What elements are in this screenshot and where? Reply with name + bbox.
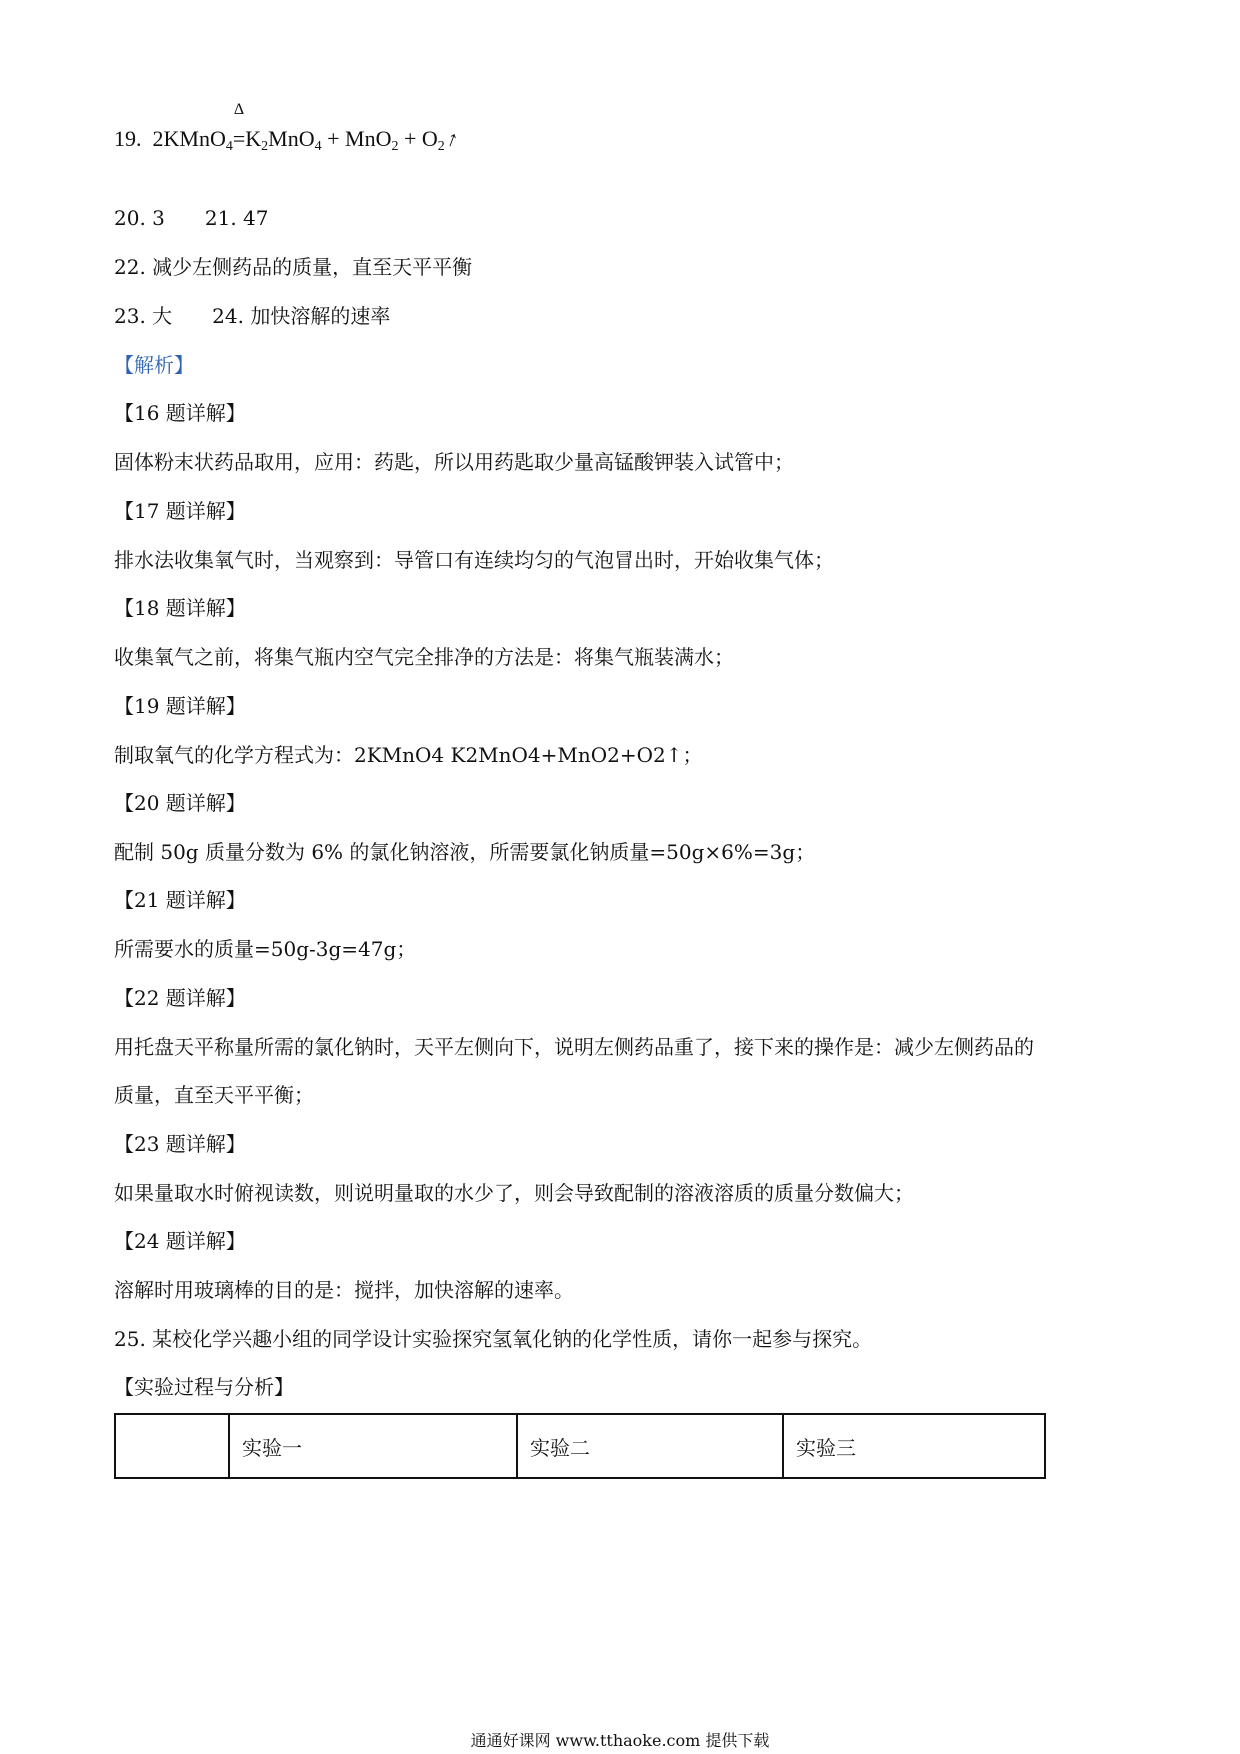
detail-18-heading: 【18 题详解】 (114, 596, 246, 620)
analysis-label: 【解析】 (114, 353, 194, 377)
detail-23-heading: 【23 题详解】 (114, 1132, 246, 1156)
detail-24-heading: 【24 题详解】 (114, 1229, 246, 1253)
detail-21-text: 所需要水的质量=50g-3g=47g； (114, 937, 417, 961)
answer-23: 23. 大 (114, 304, 173, 328)
detail-21-heading: 【21 题详解】 (114, 888, 246, 912)
table-row (115, 1414, 1045, 1478)
detail-16-heading: 【16 题详解】 (114, 401, 246, 425)
table-header-cell: 实验三 (783, 1414, 1045, 1478)
reaction-condition: Δ = (232, 101, 246, 151)
table-header-cell (115, 1414, 229, 1478)
page-footer: 通通好课网 www.tthaoke.com 提供下载 (470, 1731, 770, 1750)
detail-17-text: 排水法收集氧气时，当观察到：导管口有连续均匀的气泡冒出时，开始收集气体； (114, 548, 834, 572)
experiment-section-heading: 【实验过程与分析】 (114, 1375, 294, 1399)
answer-20: 20. 3 (114, 206, 165, 230)
detail-20-text: 配制 50g 质量分数为 6% 的氯化钠溶液，所需要氯化钠质量=50g×6%=3g； (114, 840, 816, 864)
detail-23-text: 如果量取水时俯视读数，则说明量取的水少了，则会导致配制的溶液溶质的质量分数偏大； (114, 1181, 914, 1205)
detail-19-text: 制取氧气的化学方程式为：2KMnO4 K2MnO4+MnO2+O2↑； (114, 743, 703, 767)
answer-22: 22. 减少左侧药品的质量，直至天平平衡 (114, 255, 473, 279)
answer-24: 24. 加快溶解的速率 (212, 304, 391, 328)
gas-arrow-icon: ↑ (443, 124, 462, 153)
detail-22-text: 用托盘天平称量所需的氯化钠时，天平左侧向下，说明左侧药品重了，接下来的操作是：减少左侧药品的 (114, 1035, 1034, 1059)
answer-19-equation: 19. 2KMnO$_4$ Δ $=K_2MnO_4 + MnO_2$ + $O_2↑$ (114, 101, 462, 154)
table-header-cell: 实验二 (517, 1414, 783, 1478)
table-header-cell: 实验一 (229, 1414, 517, 1478)
detail-24-text: 溶解时用玻璃棒的目的是：搅拌，加快溶解的速率。 (114, 1278, 574, 1302)
detail-22-text-cont: 质量，直至天平平衡； (114, 1083, 314, 1107)
answers-20-21 (114, 203, 1134, 233)
detail-20-heading: 【20 题详解】 (114, 791, 246, 815)
answers-23-24 (114, 301, 1134, 331)
answer-19-number: 19. (114, 126, 142, 151)
detail-16-text: 固体粉末状药品取用，应用：药匙，所以用药匙取少量高锰酸钾装入试管中； (114, 450, 794, 474)
detail-17-heading: 【17 题详解】 (114, 499, 246, 523)
question-25: 25. 某校化学兴趣小组的同学设计实验探究氢氧化钠的化学性质，请你一起参与探究。 (114, 1327, 873, 1351)
answer-21: 21. 47 (204, 206, 269, 230)
experiment-table (114, 1413, 1046, 1479)
detail-22-heading: 【22 题详解】 (114, 986, 246, 1010)
detail-18-text: 收集氧气之前，将集气瓶内空气完全排净的方法是：将集气瓶装满水； (114, 645, 734, 669)
detail-19-heading: 【19 题详解】 (114, 694, 246, 718)
